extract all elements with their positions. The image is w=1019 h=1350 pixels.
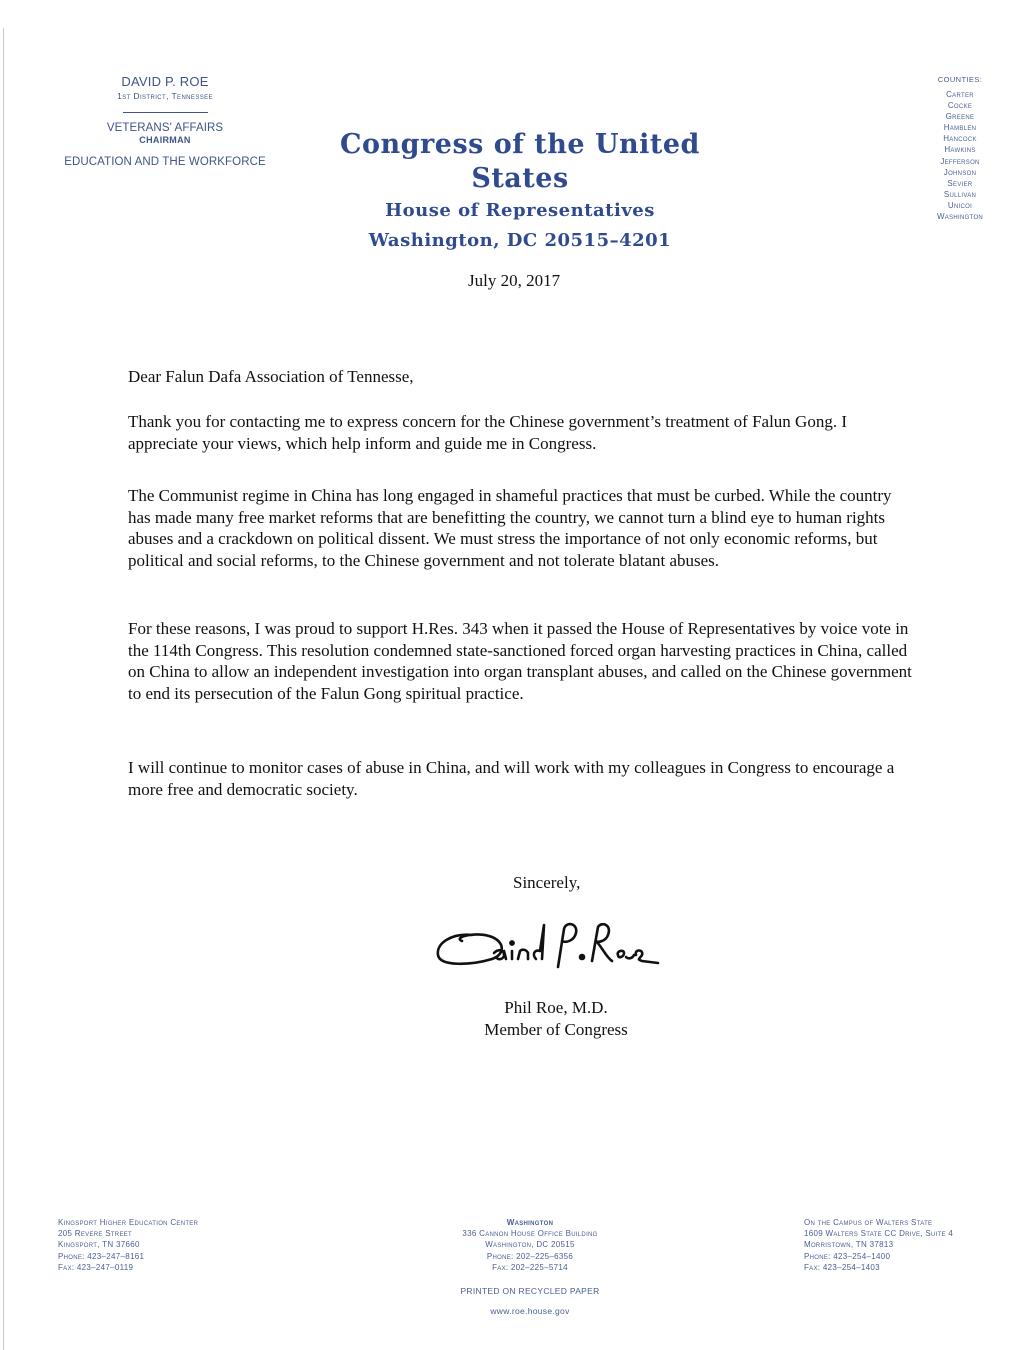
office-fax: Fax: 423–254–1403 (804, 1262, 880, 1272)
letter-paragraph: Thank you for contacting me to express concern for the Chinese government’s treatment of Falun Gong. I appreciate your views, which help inform and guide me in Congress. (128, 412, 847, 453)
office-phone: Phone: 423–247–8161 (58, 1251, 145, 1261)
office-fax: Fax: 423–247–0119 (58, 1262, 134, 1272)
page-edge-line (3, 28, 4, 1350)
office-city: Washington, DC 20515 (485, 1240, 575, 1250)
office-phone: Phone: 423–254–1400 (804, 1251, 891, 1261)
letter-salutation: Dear Falun Dafa Association of Tennesse, (128, 367, 414, 386)
office-street: 205 Revere Street (58, 1229, 133, 1239)
masthead-address: Washington, DC 20515–4201 (368, 230, 672, 251)
office-city: Kingsport, TN 37660 (58, 1240, 140, 1250)
signature-image (432, 915, 672, 975)
office-fax: Fax: 202–225–5714 (492, 1262, 568, 1272)
county-item: Greene (945, 112, 975, 122)
county-item: Hawkins (944, 145, 976, 155)
office-street: 336 Cannon House Office Building (462, 1229, 598, 1239)
website-link[interactable]: www.roe.house.gov (490, 1306, 570, 1316)
county-item: Cocke (947, 101, 973, 111)
county-item: Jefferson (940, 156, 980, 166)
footer-office-washington (420, 1217, 640, 1273)
letterhead-counties (915, 74, 1005, 222)
county-item: Johnson (943, 167, 977, 177)
office-heading: Kingsport Higher Education Center (58, 1218, 199, 1227)
member-district: 1st District, Tennessee (117, 91, 213, 101)
county-item: Carter (946, 90, 974, 99)
signer-block (423, 997, 689, 1040)
footer-office-morristown (804, 1217, 953, 1273)
county-item: Unicoi (947, 200, 973, 210)
letterhead-divider (123, 112, 208, 113)
office-heading: On the Campus of Walters State (804, 1218, 933, 1227)
letter-closing: Sincerely, (513, 873, 581, 892)
letter-paragraph: I will continue to monitor cases of abuse in China, and will work with my colleagues in Congress to encourage a more free and democratic society. (128, 758, 895, 799)
county-item: Hamblen (943, 123, 977, 133)
masthead-subtitle: House of Representatives (385, 200, 655, 221)
masthead-title: Congress of the United States (340, 129, 700, 194)
signer-name: Phil Roe, M.D. (504, 998, 608, 1017)
committee-veterans-affairs: VETERANS' AFFAIRS (106, 122, 224, 134)
office-heading: Washington (506, 1218, 554, 1227)
footer-office-kingsport (58, 1217, 198, 1273)
county-item: Sullivan (943, 189, 977, 199)
office-street: 1609 Walters State CC Drive, Suite 4 (804, 1229, 954, 1239)
letter-paragraph: The Communist regime in China has long engaged in shameful practices that must be curbed. While the country has made many free market reforms that are benefitting the country, we cannot turn a blind eye to human rights abuses and a crackdown on political dissent. We must stress the importance of not only economic reforms, but political and social reforms, to the Chinese government and not tolerate blatant abuses. (128, 486, 892, 570)
committee-education-workforce: EDUCATION AND THE WORKFORCE (64, 156, 266, 168)
county-item: Sevier (947, 178, 973, 188)
counties-label: COUNTIES: (937, 75, 983, 84)
committee-role-chairman: CHAIRMAN (139, 135, 191, 145)
recycled-paper-note: PRINTED ON RECYCLED PAPER (460, 1286, 600, 1296)
masthead (300, 128, 740, 256)
signer-title: Member of Congress (484, 1019, 628, 1039)
letter-paragraph: For these reasons, I was proud to support H.Res. 343 when it passed the House of Representatives by voice vote in the 114th Congress. This resolution condemned state-sanctioned forced organ harvesting practices in China, called on China to allow an independent investigation into organ transplant abuses, and called on the Chinese government to end its persecution of the Falun Gong spiritual practice. (128, 619, 912, 703)
letterhead-member-info (40, 74, 290, 169)
office-city: Morristown, TN 37813 (804, 1240, 894, 1250)
member-name: DAVID P. ROE (121, 74, 209, 89)
county-item: Hancock (943, 134, 977, 144)
county-item: Washington (936, 212, 984, 222)
office-phone: Phone: 202–225–6356 (486, 1251, 574, 1261)
letter-date: July 20, 2017 (468, 271, 561, 290)
